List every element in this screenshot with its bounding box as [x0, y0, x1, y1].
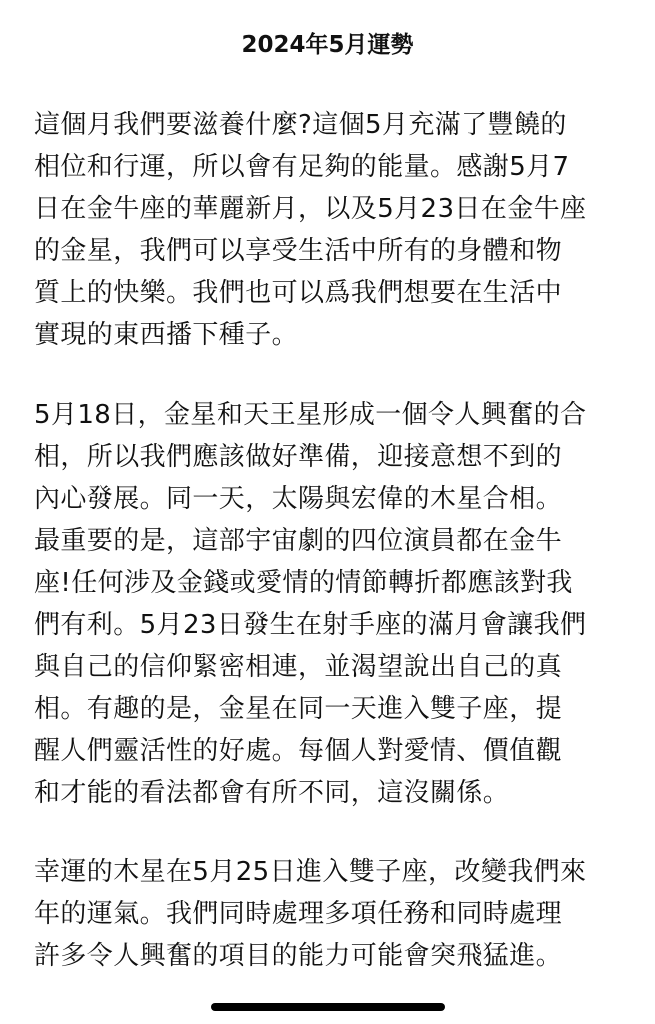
paragraph-line: 最重要的是，這部宇宙劇的四位演員都在金牛: [34, 526, 563, 556]
paragraph-line: 的金星，我們可以享受生活中所有的身體和物: [34, 236, 563, 266]
paragraph-2: [34, 394, 624, 814]
paragraph-1: [34, 104, 624, 356]
paragraph-line: 許多令人興奮的項目的能力可能會突飛猛進。: [34, 941, 563, 971]
paragraph-line: 幸運的木星在5月25日進入雙子座，改變我們來: [34, 857, 587, 887]
paragraph-line: 相位和行運，所以會有足夠的能量。感謝5月7: [34, 152, 570, 182]
paragraph-line: 醒人們靈活性的好處。每個人對愛情、價值觀: [34, 736, 563, 766]
paragraph-line: 相，所以我們應該做好準備，迎接意想不到的: [34, 442, 563, 472]
paragraph-line: 相。有趣的是，金星在同一天進入雙子座，提: [34, 694, 563, 724]
paragraph-line: 5月18日，金星和天王星形成一個令人興奮的合: [34, 400, 587, 430]
paragraph-line: 日在金牛座的華麗新月，以及5月23日在金牛座: [34, 194, 587, 224]
paragraph-line: 這個月我們要滋養什麼?這個5月充滿了豐饒的: [34, 110, 567, 140]
home-indicator[interactable]: [211, 1003, 445, 1011]
paragraph-line: 內心發展。同一天，太陽與宏偉的木星合相。: [34, 484, 563, 514]
paragraph-line: 質上的快樂。我們也可以爲我們想要在生活中: [34, 278, 563, 308]
paragraph-line: 們有利。5月23日發生在射手座的滿月會讓我們: [34, 610, 587, 640]
paragraph-line: 座!任何涉及金錢或愛情的情節轉折都應該對我: [34, 568, 573, 598]
paragraph-line: 年的運氣。我們同時處理多項任務和同時處理: [34, 899, 563, 929]
paragraph-line: 實現的東西播下種子。: [34, 320, 299, 350]
paragraph-line: 與自己的信仰緊密相連，並渴望說出自己的真: [34, 652, 563, 682]
page-title: 2024年5月運勢: [241, 32, 414, 58]
paragraph-3: [34, 851, 624, 977]
paragraph-line: 和才能的看法都會有所不同，這沒關係。: [34, 778, 510, 808]
